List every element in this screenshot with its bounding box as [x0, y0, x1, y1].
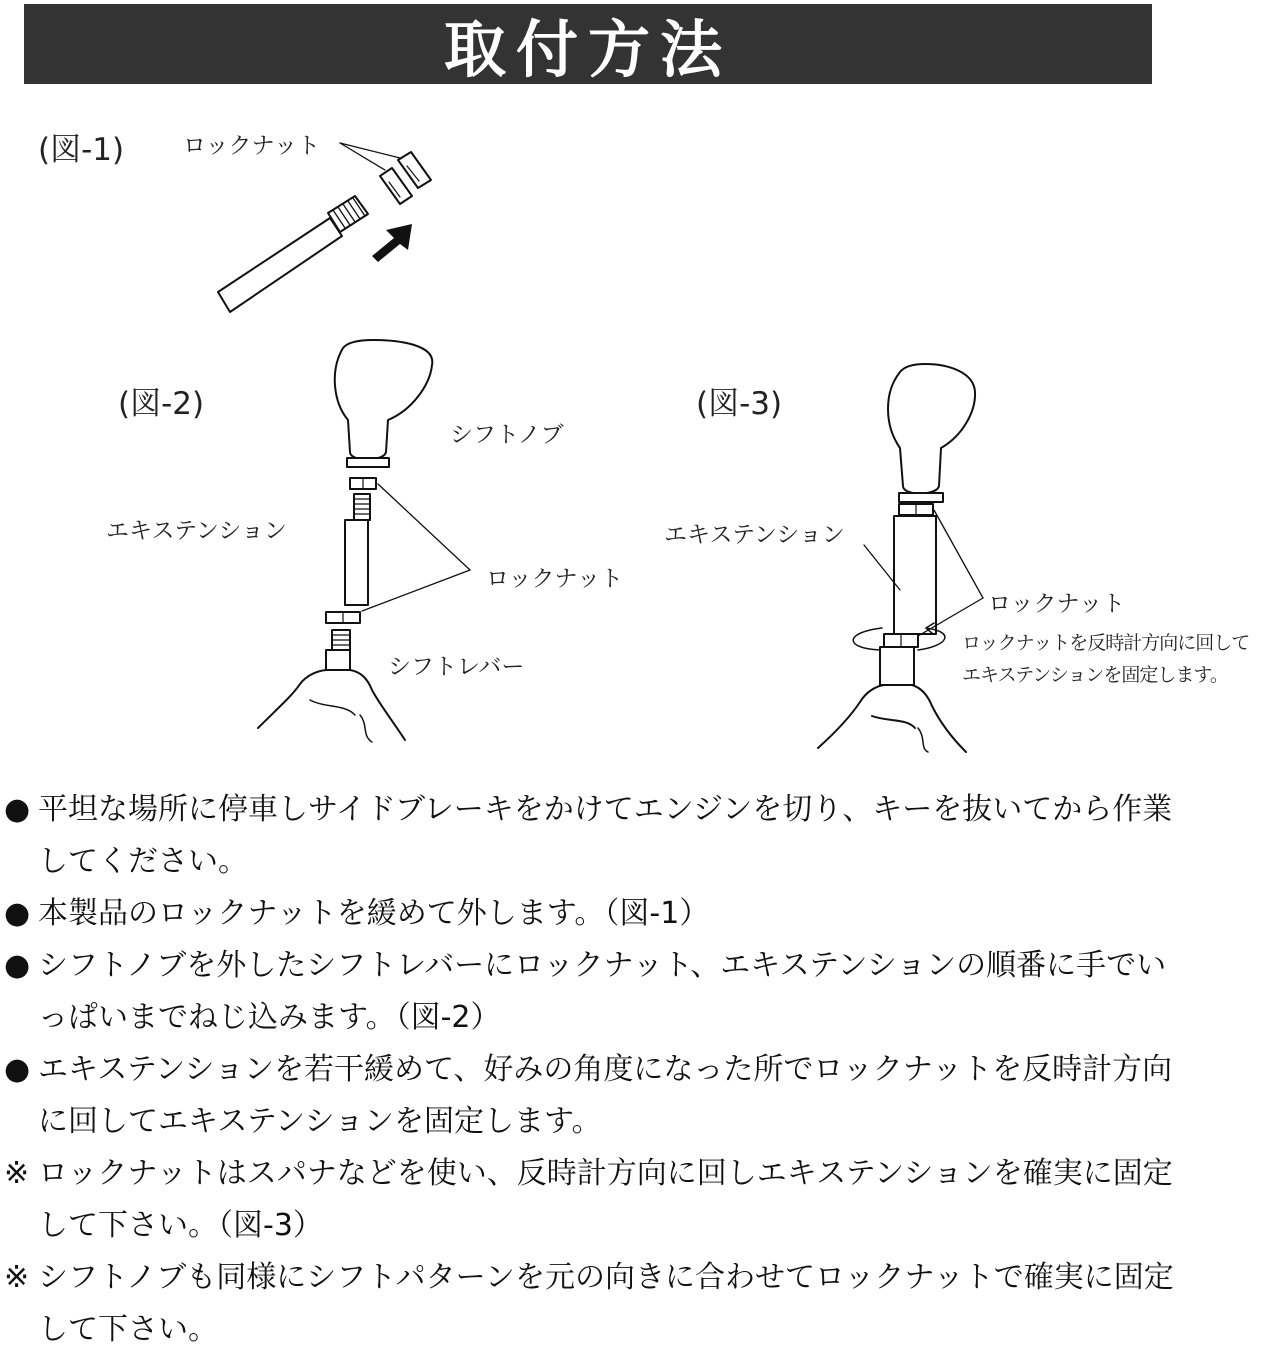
fig2-label: (図-2) — [118, 386, 205, 422]
fig3-label: (図-3) — [696, 386, 783, 422]
fig3-shift-boot — [818, 685, 966, 752]
instruction-text: シフトノブを外したシフトレバーにロックナット、エキステンションの順番に手でいっぱいまでねじ込みます。（図-2） — [38, 948, 1167, 1035]
fig1-extension-rod — [218, 196, 368, 312]
note-item — [4, 1252, 1174, 1356]
fig3-note-line1: ロックナットを反時計方向に回して — [962, 632, 1250, 654]
instruction-text: 平坦な場所に停車しサイドブレーキをかけてエンジンを切り、キーを抜いてから作業してください。 — [38, 792, 1173, 879]
fig2-shift-lever-label: シフトレバー — [388, 654, 525, 680]
fig3-lower-lock-nut — [884, 634, 918, 647]
page-title: 取付方法 — [443, 12, 732, 86]
fig1-lock-nut-leader-lines — [340, 143, 400, 170]
bullet-marker: ● — [4, 792, 31, 827]
bullet-marker: ● — [4, 948, 31, 983]
bullet-marker: ● — [4, 896, 31, 931]
fig2-shift-knob — [335, 340, 433, 467]
fig2-lower-lock-nut — [326, 612, 360, 623]
fig3-upper-lock-nut — [899, 504, 933, 515]
fig2-leader-lines — [362, 484, 470, 611]
fig2-lock-nut-label: ロックナット — [486, 566, 624, 592]
instruction-text: エキステンションを若干緩めて、好みの角度になった所でロックナットを反時計方向に回してエキステンションを固定します。 — [38, 1052, 1173, 1139]
fig2-shift-lever — [326, 630, 350, 670]
fig2-shift-knob-label: シフトノブ — [450, 422, 564, 448]
fig2-extension — [345, 494, 370, 605]
note-marker: ※ — [4, 1156, 30, 1191]
note-text: ロックナットはスパナなどを使い、反時計方向に回しエキステンションを確実に固定して下さい。（図-3） — [38, 1156, 1173, 1243]
instruction-text: 本製品のロックナットを緩めて外します。（図-1） — [38, 896, 710, 931]
instruction-item — [4, 784, 1174, 888]
fig2-extension-label: エキステンション — [106, 518, 287, 544]
fig3-shift-knob — [888, 364, 975, 502]
bullet-marker: ● — [4, 1052, 31, 1087]
fig2-shift-boot — [258, 670, 405, 742]
fig3-shift-lever — [880, 647, 914, 685]
fig3-extension — [894, 516, 936, 634]
instruction-item — [4, 1044, 1174, 1148]
note-text: シフトノブも同様にシフトパターンを元の向きに合わせてロックナットで確実に固定して下さい。 — [38, 1260, 1174, 1347]
fig3-lock-nut-label: ロックナット — [988, 591, 1126, 617]
note-item — [4, 1148, 1174, 1252]
fig3-note-line2: エキステンションを固定します。 — [962, 664, 1228, 686]
fig1-lock-nut-label: ロックナット — [183, 133, 321, 159]
fig1-arrow-icon — [372, 224, 412, 262]
instruction-item — [4, 940, 1174, 1044]
fig3-extension-label: エキステンション — [664, 522, 845, 548]
fig1-lock-nuts — [380, 152, 431, 204]
fig2-upper-lock-nut — [350, 478, 376, 489]
note-marker: ※ — [4, 1260, 30, 1295]
instruction-list — [4, 784, 1174, 1356]
fig1-label: (図-1) — [38, 132, 125, 168]
instruction-item — [4, 888, 1174, 940]
